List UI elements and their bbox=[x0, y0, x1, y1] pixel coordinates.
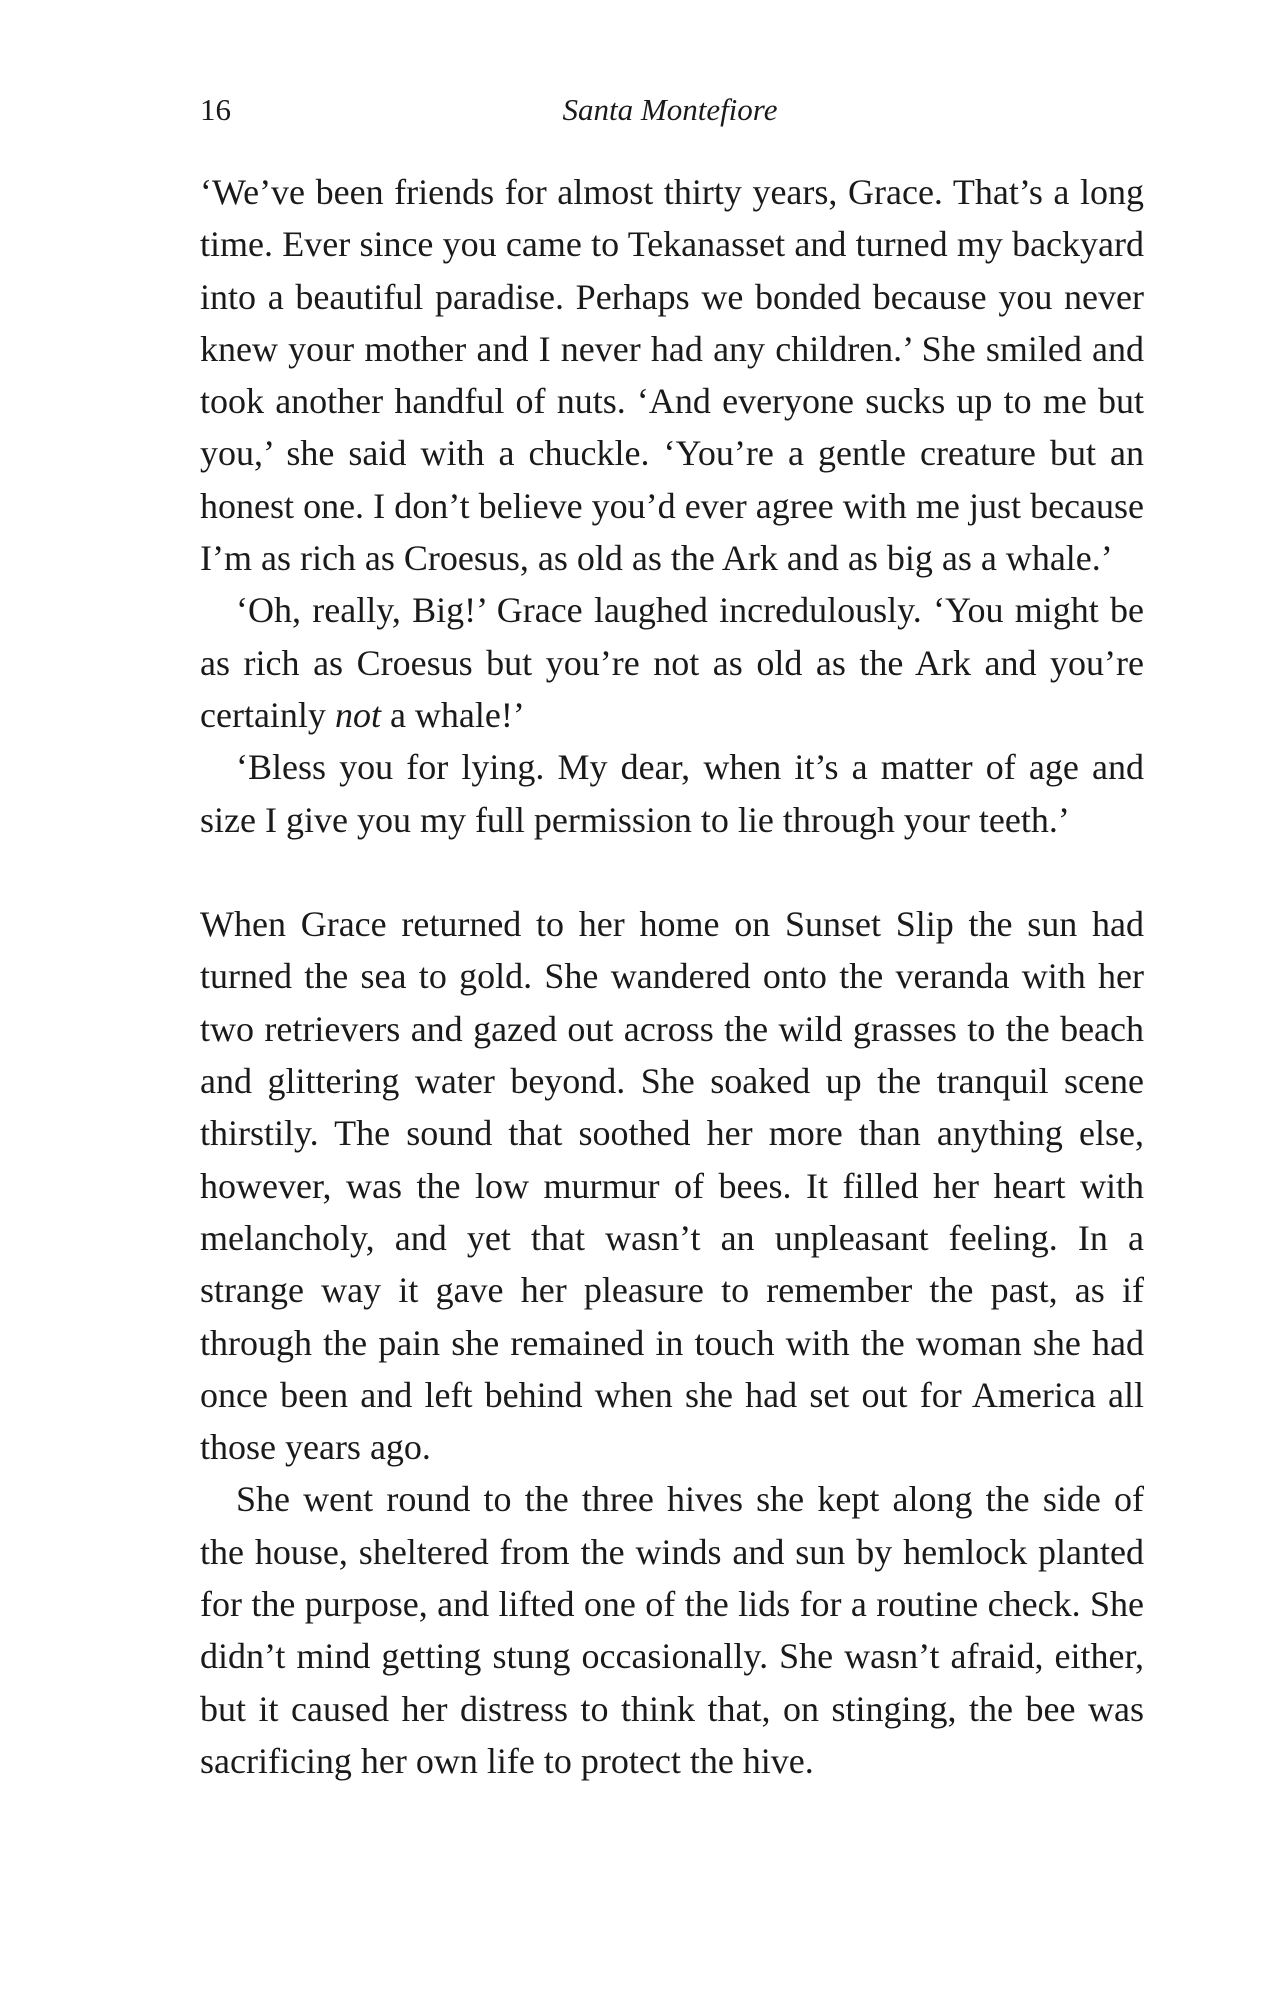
paragraph: When Grace returned to her home on Sunset Slip the sun had turned the sea to gold. She wandered onto the veranda with her two retrievers and gazed out across the wild grasses to the beach and glittering water beyond. She soaked up the tranquil scene thirstily. The sound that soothed her more than anything else, however, was the low murmur of bees. It filled her heart with melancholy, and yet that wasn’t an unpleasant feeling. In a strange way it gave her pleasure to remember the past, as if through the pain she remained in touch with the woman she had once been and left behind when she had set out for America all those years ago. bbox=[200, 904, 1144, 1468]
paragraph: ‘We’ve been friends for almost thirty years, Grace. That’s a long time. Ever since you came to Tekanasset and turned my backyard into a beautiful paradise. Perhaps we bonded because you never knew your mother and I never had any children.’ She smiled and took another handful of nuts. ‘And everyone sucks up to me but you,’ she said with a chuckle. ‘You’re a gentle creature but an honest one. I don’t believe you’d ever agree with me just because I’m as rich as Croesus, as old as the Ark and as big as a whale.’ bbox=[200, 172, 1144, 579]
page-number: 16 bbox=[200, 92, 231, 127]
body-text bbox=[200, 166, 1144, 1787]
paragraph-text: a whale!’ bbox=[380, 694, 525, 735]
running-head: Santa Montefiore bbox=[562, 92, 778, 127]
emphasis-text: not bbox=[334, 694, 381, 735]
paragraph-text: ‘Oh, really, Big!’ Grace laughed incredulously. ‘You might be as rich as Croesus but you’re not as old as the Ark and you’re certainly bbox=[200, 590, 1144, 735]
page-header bbox=[200, 92, 1140, 132]
paragraph: ‘Bless you for lying. My dear, when it’s a matter of age and size I give you my full permission to lie through your teeth.’ bbox=[200, 747, 1144, 840]
section-break bbox=[200, 846, 1144, 898]
paragraph: She went round to the three hives she kept along the side of the house, sheltered from the winds and sun by hemlock planted for the purpose, and lifted one of the lids for a routine check. She didn’t mind getting stung occasionally. She wasn’t afraid, either, but it caused her distress to think that, on stinging, the bee was sacrificing her own life to protect the hive. bbox=[200, 1479, 1144, 1781]
paragraph bbox=[200, 584, 1144, 741]
